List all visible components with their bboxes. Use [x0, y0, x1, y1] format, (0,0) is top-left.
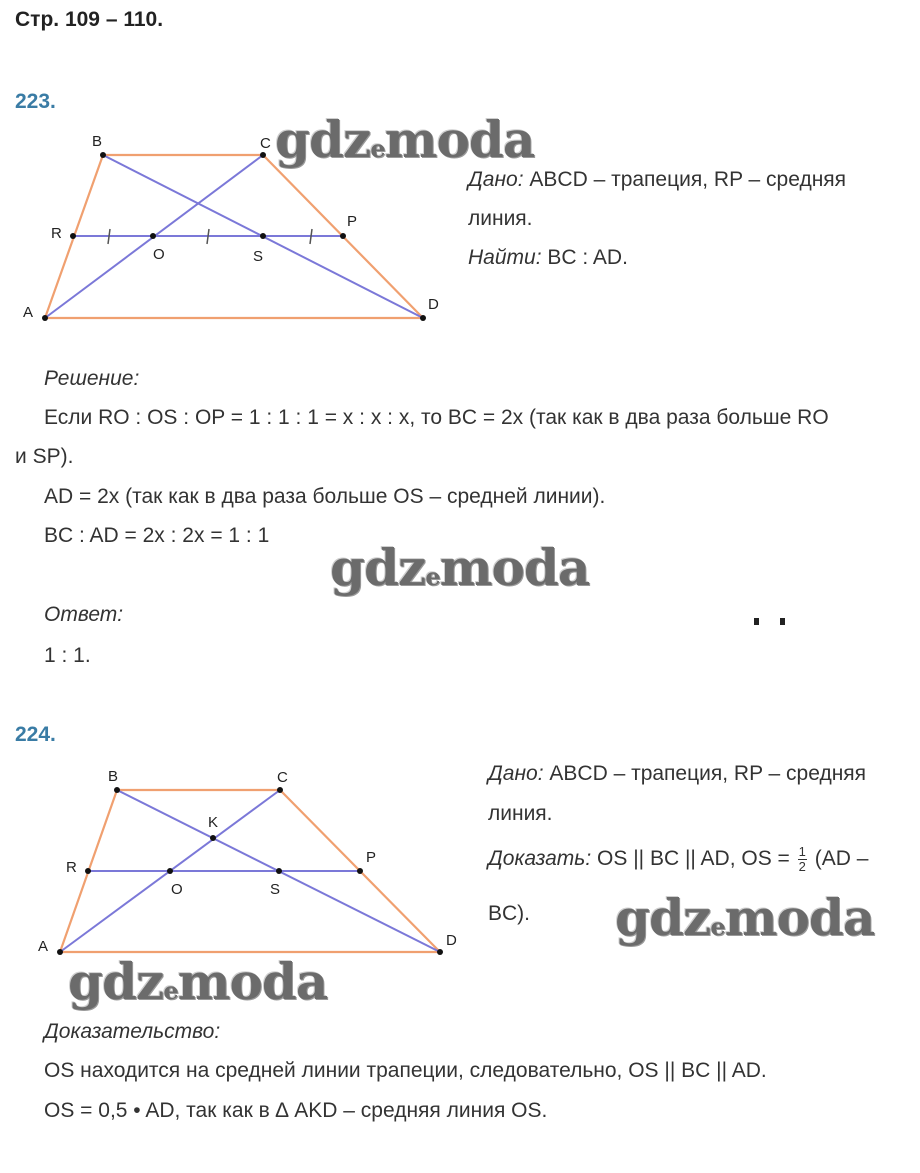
label-s: S	[253, 248, 264, 265]
point-o-223	[150, 233, 156, 239]
label-o: O	[171, 881, 183, 898]
watermark-logo: gdzemoda	[68, 952, 328, 1011]
given-223	[468, 168, 846, 192]
point-d-224	[437, 949, 443, 955]
label-a: A	[23, 304, 34, 321]
find-label: Найти:	[468, 246, 542, 269]
page-header: Стр. 109 – 110.	[15, 8, 164, 31]
point-c-223	[260, 152, 266, 158]
label-d: D	[428, 296, 439, 313]
problem-223-number: 223.	[15, 90, 56, 113]
given-text: ABCD – трапеция, RP – средняя	[529, 168, 847, 191]
proof-label: Доказательство:	[44, 1020, 221, 1043]
answer-label: Ответ:	[44, 603, 124, 626]
watermark-logo: gdzemoda	[330, 538, 590, 597]
prove-label: Доказать:	[488, 847, 592, 871]
given-label: Дано:	[468, 168, 524, 191]
tick-mark	[310, 229, 312, 244]
label-d: D	[446, 932, 457, 949]
answer-value: 1 : 1.	[44, 644, 91, 667]
solution-line-3: AD = 2x (так как в два раза больше OS – средней линии).	[44, 485, 606, 508]
point-c-224	[277, 787, 283, 793]
fraction-one-half	[798, 845, 807, 874]
proof-line-2: OS = 0,5 • AD, так как в ∆ AKD – средняя линия OS.	[44, 1099, 548, 1122]
stray-mark	[754, 618, 759, 625]
solution-line-4: BC : AD = 2x : 2x = 1 : 1	[44, 524, 270, 547]
point-a-223	[42, 315, 48, 321]
label-a: A	[38, 938, 49, 955]
tick-mark	[207, 229, 209, 244]
fraction-denominator: 2	[798, 859, 806, 874]
given-text-cont: линия.	[468, 207, 533, 230]
solution-label: Решение:	[44, 367, 140, 390]
point-s-223	[260, 233, 266, 239]
point-s-224	[276, 868, 282, 874]
solution-line-1: Если RO : OS : OP = 1 : 1 : 1 = x : x : x, то BC = 2x (так как в два раза больше RO	[44, 406, 829, 429]
watermark-logo: gdzemoda	[275, 110, 535, 169]
point-b-223	[100, 152, 106, 158]
prove-text-cont: BC).	[488, 902, 530, 925]
label-s: S	[270, 881, 281, 898]
point-d-223	[420, 315, 426, 321]
proof-line-1: OS находится на средней линии трапеции, следовательно, OS || BC || AD.	[44, 1059, 767, 1082]
label-c: C	[260, 135, 271, 152]
given-224	[488, 762, 866, 786]
given-label: Дано:	[488, 762, 544, 785]
label-k: K	[208, 814, 219, 831]
label-r: R	[51, 225, 62, 242]
prove-224	[488, 845, 868, 874]
find-223	[468, 246, 628, 270]
label-r: R	[66, 859, 77, 876]
point-p-224	[357, 868, 363, 874]
point-a-224	[57, 949, 63, 955]
label-c: C	[277, 769, 288, 786]
find-text: BC : AD.	[547, 246, 628, 269]
point-b-224	[114, 787, 120, 793]
prove-text: OS || BC || AD, OS =	[597, 847, 790, 871]
solution-line-2: и SP).	[15, 445, 74, 468]
label-b: B	[108, 768, 119, 785]
prove-text-b: (AD –	[814, 847, 869, 871]
point-k-224	[210, 835, 216, 841]
point-o-224	[167, 868, 173, 874]
given-text-cont: линия.	[488, 802, 553, 825]
label-b: B	[92, 133, 103, 150]
watermark-logo: gdzemoda	[615, 888, 875, 947]
stray-mark	[780, 618, 785, 625]
given-text: ABCD – трапеция, RP – средняя	[549, 762, 867, 785]
label-o: O	[153, 246, 165, 263]
tick-mark	[108, 229, 110, 244]
point-r-224	[85, 868, 91, 874]
label-p: P	[347, 213, 358, 230]
label-p: P	[366, 849, 377, 866]
fraction-numerator: 1	[798, 844, 806, 859]
problem-224-number: 224.	[15, 723, 56, 746]
point-r-223	[70, 233, 76, 239]
point-p-223	[340, 233, 346, 239]
